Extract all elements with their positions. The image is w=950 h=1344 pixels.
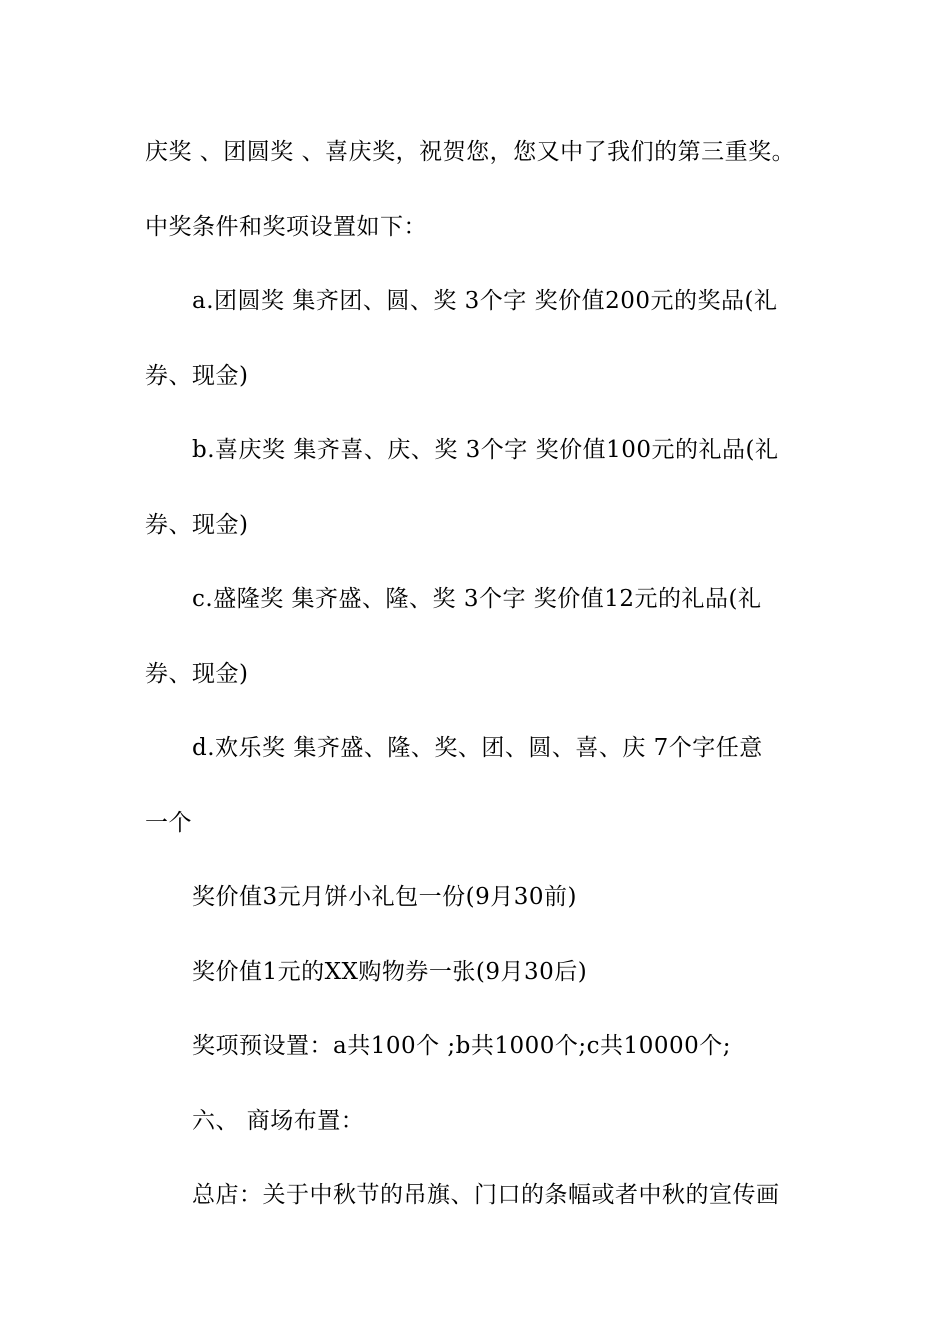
text-line-13: 奖项预设置：a共100个 ;b共1000个;c共10000个;: [192, 1033, 731, 1059]
text-line-5: b.喜庆奖 集齐喜、庆、奖 3个字 奖价值100元的礼品(礼: [192, 437, 779, 463]
text-line-3: a.团圆奖 集齐团、圆、奖 3个字 奖价值200元的奖品(礼: [192, 288, 778, 314]
text-line-11: 奖价值3元月饼小礼包一份(9月30前): [192, 884, 577, 910]
text-line-7: c.盛隆奖 集齐盛、隆、奖 3个字 奖价值12元的礼品(礼: [192, 586, 762, 612]
text-line-15: 总店：关于中秋节的吊旗、门口的条幅或者中秋的宣传画: [192, 1182, 780, 1208]
text-line-4: 券、现金): [145, 363, 249, 389]
text-line-14: 六、 商场布置：: [192, 1108, 365, 1134]
text-line-8: 券、现金): [145, 661, 249, 687]
text-line-9: d.欢乐奖 集齐盛、隆、奖、团、圆、喜、庆 7个字任意: [192, 735, 763, 761]
text-line-10: 一个: [145, 810, 192, 836]
text-line-2: 中奖条件和奖项设置如下：: [145, 214, 427, 240]
text-line-6: 券、现金): [145, 512, 249, 538]
text-line-1: 庆奖 、团圆奖 、喜庆奖，祝贺您，您又中了我们的第三重奖。: [145, 139, 796, 165]
text-line-12: 奖价值1元的XX购物券一张(9月30后): [192, 959, 588, 985]
